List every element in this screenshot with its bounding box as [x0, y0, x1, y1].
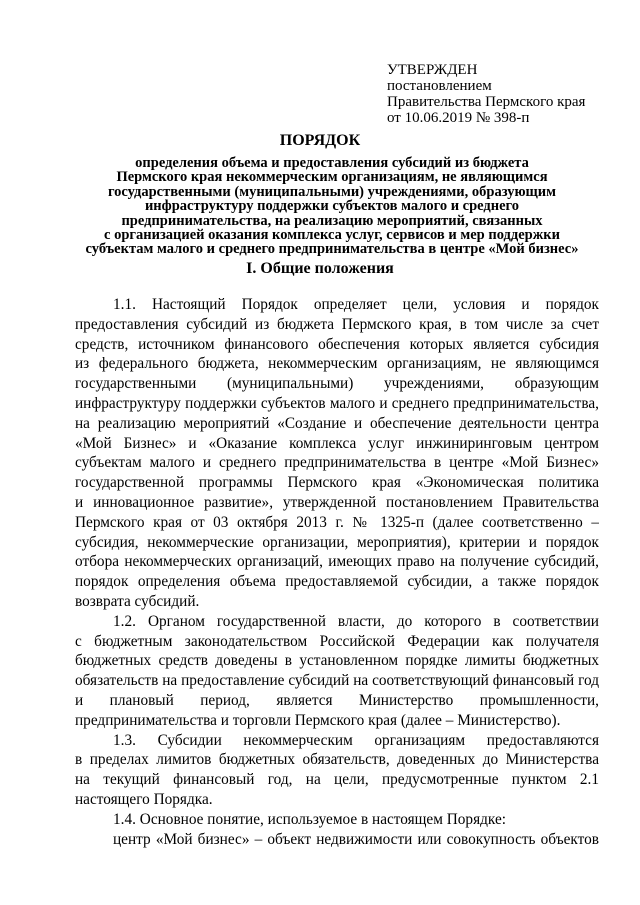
- section-heading: I. Общие положения: [246, 260, 394, 277]
- body-line: и инновационное развитие», утвержденной постановлением Правительства: [75, 493, 599, 511]
- approval-line: постановлением: [387, 78, 492, 94]
- body-line: на текущий финансовый год, на цели, предусмотренные пунктом 2.1: [75, 771, 599, 789]
- subtitle-line: с организацией оказания комплекса услуг, сервисов и мер поддержки: [104, 227, 560, 244]
- body-line: 1.2. Органом государственной власти, до которого в соответствии: [113, 612, 599, 630]
- approval-stamp: [387, 62, 585, 126]
- body-line: 1.3. Субсидии некоммерческим организациям предоставляются: [113, 731, 599, 749]
- subtitle-line: определения объема и предоставления субсидий из бюджета: [135, 155, 529, 171]
- body-line: на реализацию мероприятий «Создание и обеспечение деятельности центра: [75, 414, 599, 432]
- body-line: субсидия, некоммерческие организации, мероприятия), критерии и порядок: [75, 533, 599, 551]
- approval-line: от 10.06.2019 № 398-п: [387, 110, 530, 126]
- body-line: с бюджетным законодательством Российской Федерации как получателя: [75, 632, 599, 650]
- subtitle-line: Пермского края некоммерческим организациям, не являющимся: [116, 169, 548, 186]
- body-line: бюджетных средств доведены в установленном порядке лимиты бюджетных: [75, 652, 599, 670]
- body-line: средств, источником финансового обеспечения которых является субсидия: [75, 335, 599, 353]
- body-line: возврата субсидий.: [75, 592, 200, 610]
- body-line: из федерального бюджета, некоммерческим организациям, не являющимся: [75, 355, 599, 373]
- subtitle-line: субъектам малого и среднего предпринимательства в центре «Мой бизнес»: [85, 241, 579, 258]
- body-line: государственными (муниципальными) учреждениями, образующим: [75, 375, 599, 393]
- subtitle-line: предпринимательства, на реализацию мероприятий, связанных: [121, 212, 543, 229]
- body-line: 1.4. Основное понятие, используемое в настоящем Порядке:: [113, 810, 506, 828]
- body-line: предоставления субсидий из бюджета Пермского края, в том числе за счет: [75, 315, 599, 333]
- body-line: инфраструктуру поддержки субъектов малого и среднего предпринимательства,: [75, 394, 599, 412]
- document-subtitle: [60, 156, 604, 257]
- body-line: и плановый период, является Министерство промышленности,: [75, 691, 599, 709]
- body-line: настоящего Порядка.: [75, 790, 213, 808]
- body-line: центр «Мой бизнес» – объект недвижимости или совокупность объектов: [113, 830, 599, 848]
- body-line: обязательств на предоставление субсидий на соответствующий финансовый год: [75, 672, 599, 690]
- body-line: отбора некоммерческих организаций, имеющих право на получение субсидий,: [75, 553, 599, 571]
- document-title: ПОРЯДОК: [279, 132, 361, 149]
- body-line: в пределах лимитов бюджетных обязательств, доведенных до Министерства: [75, 751, 599, 769]
- document-body: [75, 295, 599, 849]
- subtitle-line: государственными (муниципальными) учреждениями, образующим: [107, 183, 557, 200]
- body-line: порядок определения объема предоставляемой субсидии, а также порядок: [75, 573, 599, 591]
- body-line: государственной программы Пермского края «Экономическая политика: [75, 474, 599, 492]
- body-line: Пермского края от 03 октября 2013 г. № 1325-п (далее соответственно –: [75, 513, 599, 531]
- body-line: 1.1. Настоящий Порядок определяет цели, условия и порядок: [113, 296, 599, 313]
- body-line: предпринимательства и торговли Пермского края (далее – Министерство).: [75, 711, 561, 729]
- subtitle-line: инфраструктуру поддержки субъектов малого и среднего: [144, 198, 520, 215]
- approval-line: УТВЕРЖДЕН: [387, 62, 478, 78]
- approval-line: Правительства Пермского края: [387, 94, 586, 110]
- body-line: субъектам малого и среднего предпринимательства в центре «Мой Бизнес»: [75, 454, 599, 472]
- body-line: «Мой Бизнес» и «Оказание комплекса услуг инжиниринговым центром: [75, 434, 599, 452]
